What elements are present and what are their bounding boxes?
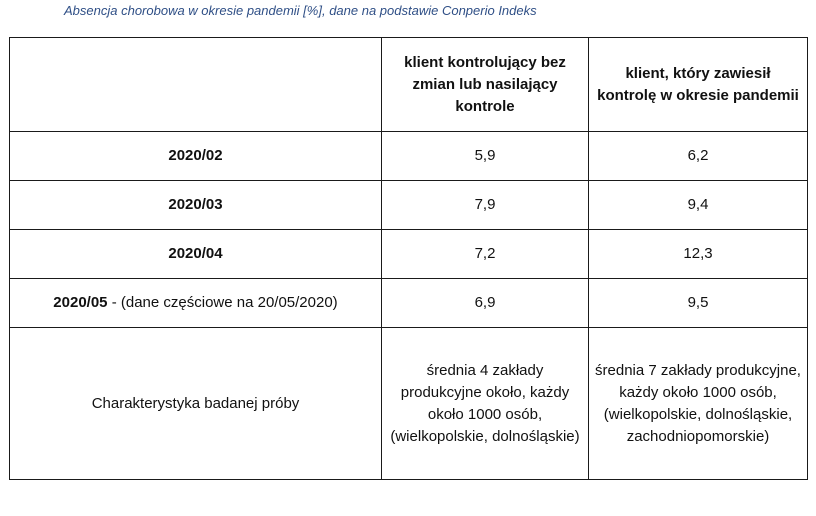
row-label-2020-05 (10, 279, 382, 328)
value-suspended: 9,5 (589, 279, 808, 328)
value-controlling: 6,9 (382, 279, 589, 328)
row-label-period: 2020/05 (53, 294, 108, 311)
row-label-note: - (dane częściowe na 20/05/2020) (107, 294, 338, 311)
value-suspended: 9,4 (589, 181, 808, 230)
header-suspended-client: klient, który zawiesił kontrolę w okresie pandemii (589, 38, 808, 132)
sample-controlling: średnia 4 zakłady produkcyjne około, każdy około 1000 osób, (wielkopolskie, dolnośląskie) (382, 328, 589, 480)
row-label-2020-04: 2020/04 (10, 230, 382, 279)
header-empty-cell (10, 38, 382, 132)
table-header-row (10, 38, 808, 132)
value-controlling: 7,9 (382, 181, 589, 230)
table-row (10, 279, 808, 328)
table-row (10, 132, 808, 181)
header-controlling-client: klient kontrolujący bez zmian lub nasilający kontrole (382, 38, 589, 132)
sample-label: Charakterystyka badanej próby (10, 328, 382, 480)
table-row (10, 230, 808, 279)
row-label-2020-02: 2020/02 (10, 132, 382, 181)
value-suspended: 12,3 (589, 230, 808, 279)
absence-table (9, 37, 808, 480)
row-label-2020-03: 2020/03 (10, 181, 382, 230)
sample-row (10, 328, 808, 480)
table-caption: Absencja chorobowa w okresie pandemii [%], dane na podstawie Conperio Indeks (64, 3, 537, 18)
value-controlling: 5,9 (382, 132, 589, 181)
table-row (10, 181, 808, 230)
value-suspended: 6,2 (589, 132, 808, 181)
sample-suspended: średnia 7 zakłady produkcyjne, każdy około 1000 osób, (wielkopolskie, dolnośląskie, zachodniopomorskie) (589, 328, 808, 480)
value-controlling: 7,2 (382, 230, 589, 279)
